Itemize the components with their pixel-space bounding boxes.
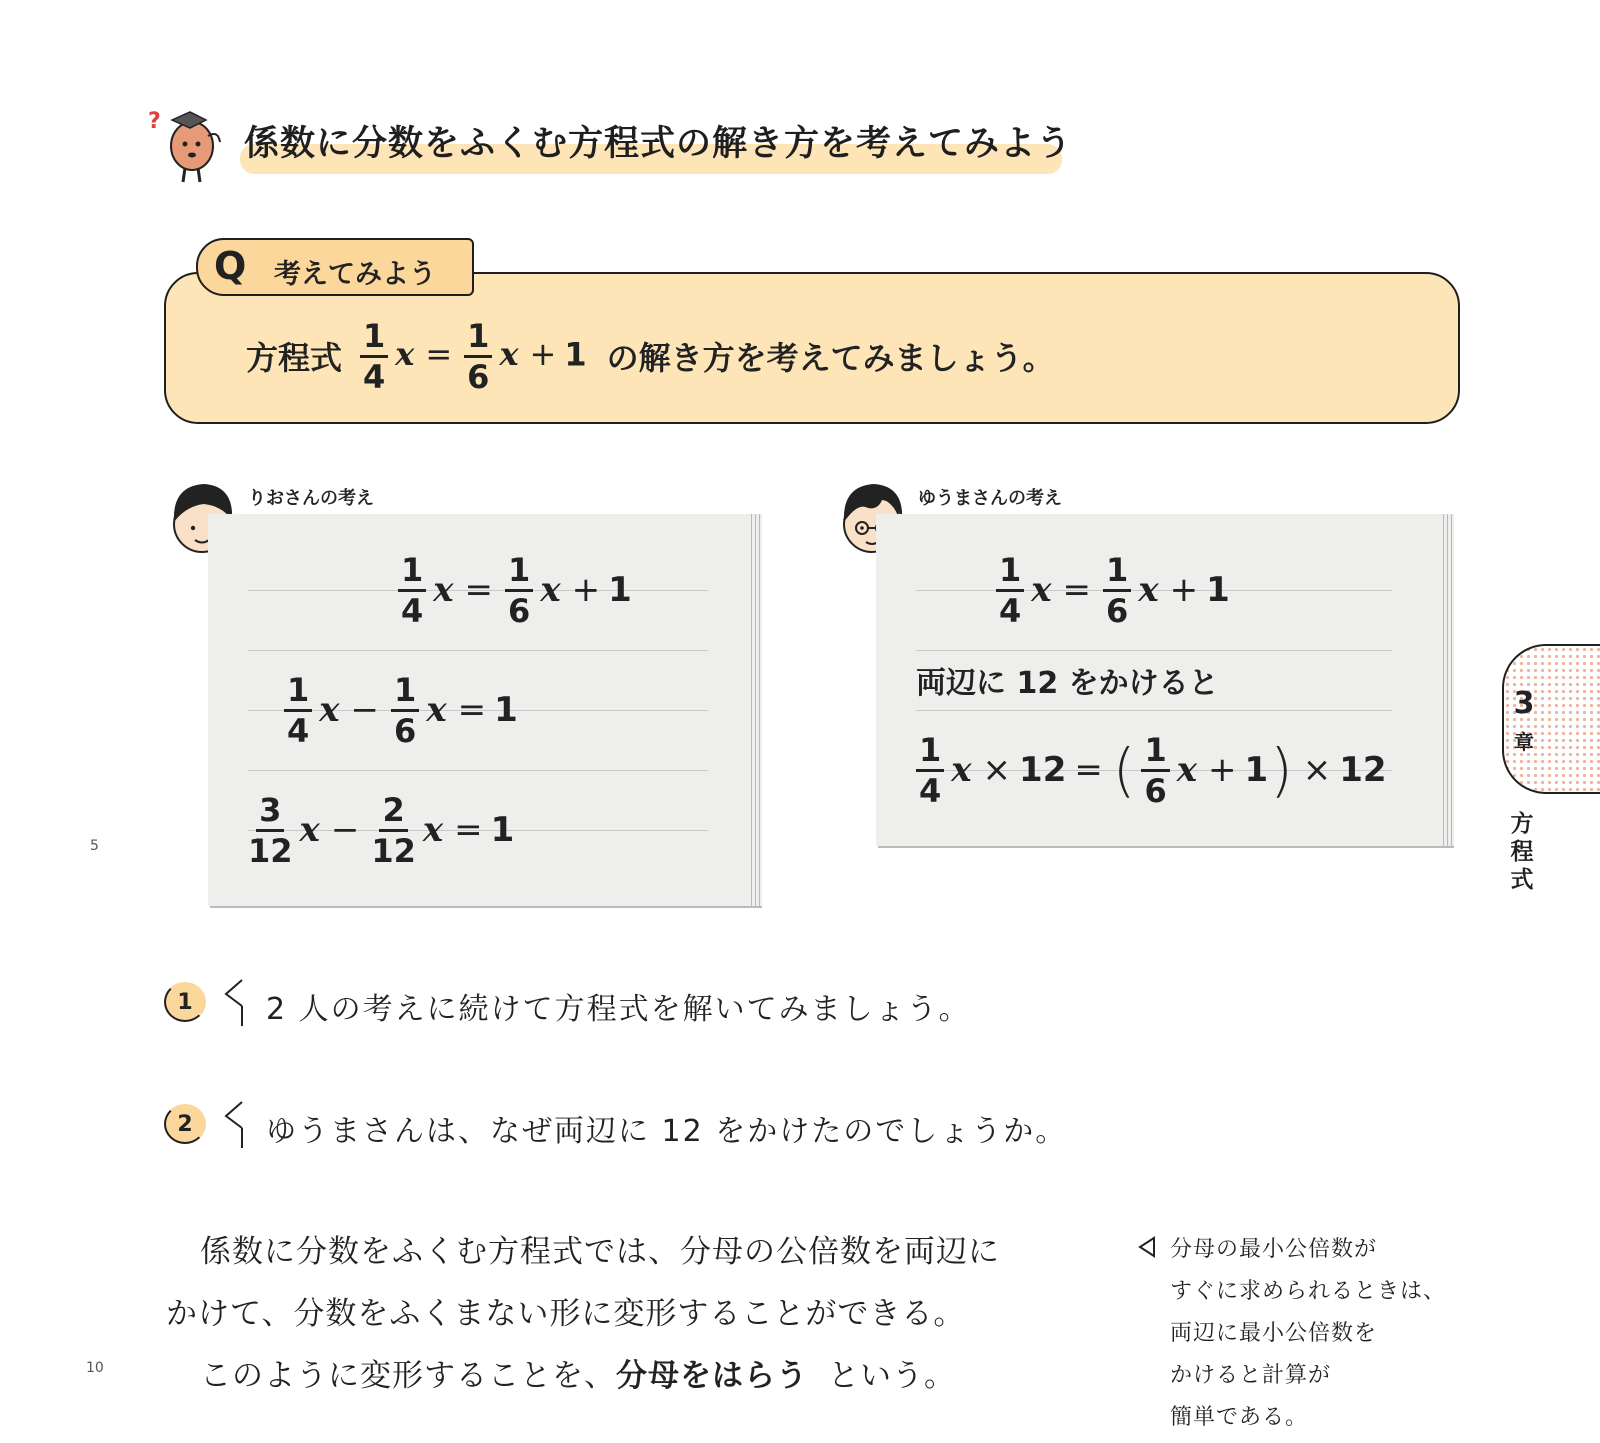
note-line: 簡単である。: [1170, 1405, 1309, 1430]
variable: x: [433, 570, 454, 610]
equals-sign: =: [425, 335, 453, 373]
constant: 1: [494, 690, 518, 730]
constant: 1: [608, 570, 632, 610]
section-title-block: [148, 106, 1088, 186]
body-line: 係数に分数をふくむ方程式では、分母の公倍数を両辺に: [200, 1234, 1000, 1270]
rio-equation-2: [280, 670, 518, 750]
times-sign: ×: [982, 750, 1012, 790]
constant: 1: [1244, 750, 1269, 790]
rio-notebook: [208, 514, 760, 906]
plus-sign: +: [1207, 750, 1237, 790]
fraction: [464, 316, 492, 396]
ruled-line: [916, 710, 1392, 711]
note-triangle-icon: [1138, 1236, 1156, 1258]
fraction: [371, 790, 416, 870]
chapter-word: 章: [1514, 730, 1534, 754]
fraction-denominator: 6: [467, 357, 490, 396]
fraction-numerator: 1: [1141, 734, 1169, 772]
note-line: かけると計算が: [1170, 1363, 1332, 1388]
question-tab: [196, 238, 474, 296]
note-line: すぐに求められるときは、: [1170, 1279, 1447, 1304]
minus-sign: −: [350, 690, 380, 730]
fraction-denominator: 4: [919, 771, 942, 810]
fraction-numerator: 2: [379, 794, 407, 832]
fraction-denominator: 6: [1144, 771, 1167, 810]
question-number-badge: 2: [164, 1104, 206, 1144]
variable: x: [1031, 570, 1052, 610]
ruled-line: [248, 770, 708, 771]
rio-label: りおさんの考え: [248, 488, 374, 509]
fraction: [391, 670, 419, 750]
yuma-label: ゆうまさんの考え: [918, 488, 1062, 509]
right-paren: ): [1270, 736, 1293, 804]
question-number-badge: 1: [164, 982, 206, 1022]
line-number: 5: [90, 838, 99, 854]
ruled-line: [248, 650, 708, 651]
mascot-icon: [148, 106, 228, 186]
minus-sign: −: [330, 810, 360, 850]
note-line: 両辺に最小公倍数を: [1170, 1321, 1378, 1346]
body-line: かけて、分数をふくまない形に変形することができる。: [166, 1296, 966, 1332]
key-term: 分母をはらう: [616, 1358, 808, 1394]
fraction: [284, 670, 312, 750]
fraction-numerator: 1: [916, 734, 944, 772]
fraction-denominator: 6: [508, 591, 531, 630]
question-bracket-icon: [222, 1100, 252, 1150]
question-bracket-icon: [222, 978, 252, 1028]
equals-sign: =: [1062, 570, 1092, 610]
variable: x: [499, 335, 519, 373]
question-text: ゆうまさんは、なぜ両辺に 12 をかけたのでしょうか。: [266, 1114, 1068, 1149]
constant: 1: [1206, 570, 1230, 610]
fraction-numerator: 1: [284, 674, 312, 712]
fraction-numerator: 3: [256, 794, 284, 832]
q-prefix: 方程式: [246, 339, 343, 377]
times-sign: ×: [1302, 750, 1332, 790]
fraction-numerator: 1: [1103, 554, 1131, 592]
fraction-numerator: 1: [391, 674, 419, 712]
chapter-title: 方程式: [1510, 811, 1534, 893]
fraction-denominator: 6: [1106, 591, 1129, 630]
fraction: [996, 550, 1024, 630]
fraction: [360, 316, 388, 396]
fraction: [1141, 730, 1169, 810]
fraction: [505, 550, 533, 630]
q-question: [246, 316, 1055, 396]
chapter-number: 3: [1513, 686, 1535, 721]
notebook-edge: [748, 514, 762, 906]
variable: x: [540, 570, 561, 610]
q-suffix: の解き方を考えてみましょう。: [606, 339, 1055, 377]
constant: 1: [490, 810, 515, 850]
fraction-denominator: 12: [248, 831, 293, 870]
fraction-denominator: 12: [371, 831, 416, 870]
variable: x: [319, 690, 340, 730]
fraction-numerator: 1: [360, 320, 388, 358]
body-text: このように変形することを、: [200, 1358, 616, 1394]
note-line: 分母の最小公倍数が: [1170, 1237, 1378, 1262]
variable: x: [395, 335, 415, 373]
equals-sign: =: [454, 810, 483, 850]
page-title: 係数に分数をふくむ方程式の解き方を考えてみよう: [244, 124, 1073, 164]
fraction-numerator: 1: [996, 554, 1024, 592]
line-number: 10: [86, 1360, 104, 1376]
yuma-equation-1: [992, 550, 1230, 630]
fraction-denominator: 4: [287, 711, 310, 750]
constant: 1: [564, 335, 587, 373]
fraction: [916, 730, 944, 810]
equals-sign: =: [457, 690, 487, 730]
variable: x: [299, 810, 320, 850]
notebook-edge: [1440, 514, 1454, 846]
q-letter: Q: [214, 244, 247, 288]
fraction: [398, 550, 426, 630]
yuma-notebook: [876, 514, 1452, 846]
fraction-denominator: 6: [394, 711, 417, 750]
variable: x: [422, 810, 444, 850]
variable: x: [1176, 750, 1197, 790]
plus-sign: +: [529, 335, 557, 373]
constant: 12: [1339, 750, 1387, 790]
q-equation: [356, 316, 587, 396]
equals-sign: =: [1074, 750, 1103, 790]
equals-sign: =: [464, 570, 494, 610]
ruled-line: [916, 650, 1392, 651]
body-line: [200, 1350, 956, 1395]
fraction-denominator: 4: [363, 357, 386, 396]
fraction-denominator: 4: [401, 591, 424, 630]
fraction-numerator: 1: [505, 554, 533, 592]
yuma-step-text: 両辺に 12 をかけると: [916, 666, 1219, 701]
rio-equation-1: [394, 550, 632, 630]
chapter-tab: [1502, 644, 1600, 794]
q-label: 考えてみよう: [274, 259, 436, 290]
variable: x: [951, 750, 972, 790]
variable: x: [1138, 570, 1159, 610]
constant: 12: [1019, 750, 1067, 790]
left-paren: (: [1112, 736, 1136, 804]
variable: x: [426, 690, 447, 730]
body-text: という。: [828, 1358, 956, 1394]
rio-equation-3: [244, 790, 515, 870]
plus-sign: +: [571, 570, 601, 610]
yuma-equation-3: [912, 730, 1387, 810]
fraction-numerator: 1: [398, 554, 426, 592]
svg-text:?: ?: [148, 109, 161, 134]
fraction-denominator: 4: [999, 591, 1022, 630]
plus-sign: +: [1169, 570, 1199, 610]
fraction: [248, 790, 293, 870]
question-text: 2 人の考えに続けて方程式を解いてみましょう。: [266, 992, 971, 1027]
fraction-numerator: 1: [464, 320, 492, 358]
fraction: [1103, 550, 1131, 630]
